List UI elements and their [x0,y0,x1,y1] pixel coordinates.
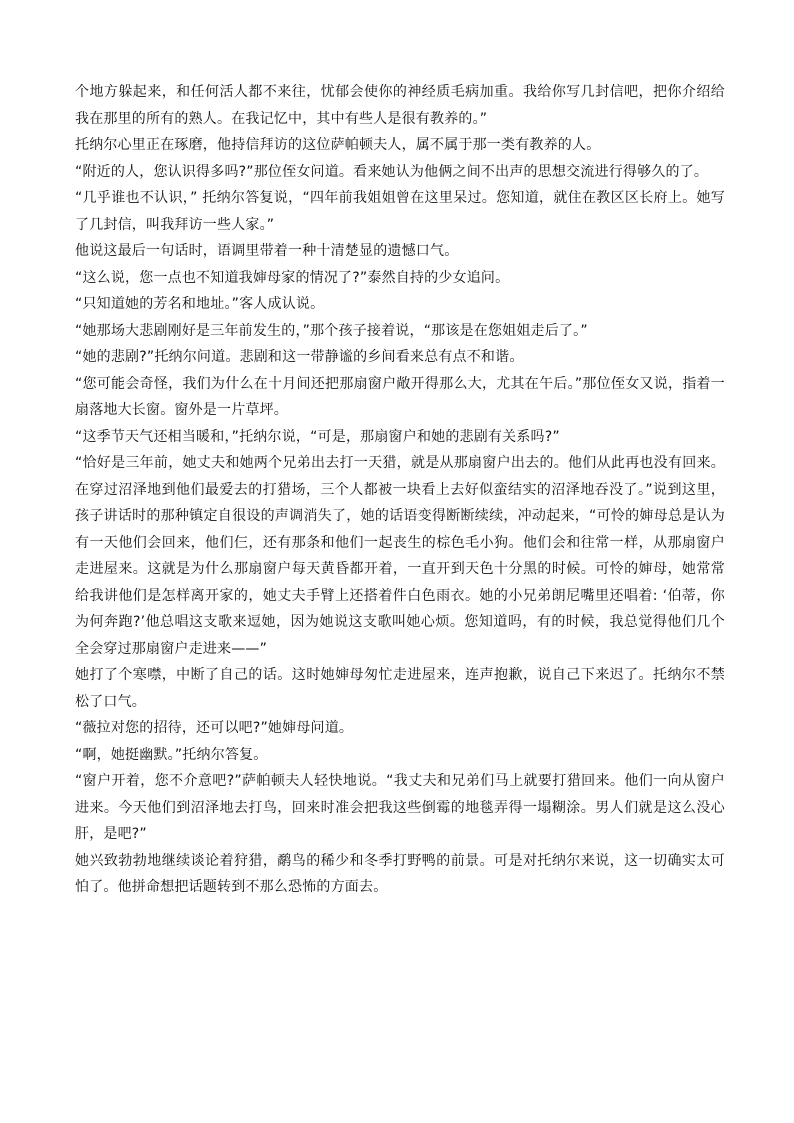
paragraph-14: “薇拉对您的招待，还可以吧?”她婶母问道。 [75,720,354,736]
paragraph-13: 她打了个寒噤，中断了自己的话。这时她婶母匆忙走进屋来，连声抱歉，说自己下来迟了。托纳尔不禁松了口气。 [75,667,725,710]
paragraph-17: 她兴致勃勃地继续谈论着狩猎，鹬鸟的稀少和冬季打野鸭的前景。可是对托纳尔来说，这一切确实太可怕了。他拼命想把话题转到不那么恐怖的方面去。 [75,852,725,895]
paragraph-11: “这季节天气还相当暖和，”托纳尔说，“可是，那扇窗户和她的悲剧有关系吗?” [75,428,560,445]
paragraph-3: “附近的人，您认识得多吗?”那位侄女问道。看来她认为他俩之间不出声的思想交流进行得够久的了。 [75,163,709,180]
paragraph-8: “她那场大悲剧刚好是三年前发生的，”那个孩子接着说，“那该是在您姐姐走后了。” [75,322,588,339]
paragraph-5: 他说这最后一句话时，语调里带着一种十清楚显的遗憾口气。 [75,243,459,259]
paragraph-12: “恰好是三年前，她丈夫和她两个兄弟出去打一天猎，就是从那扇窗户出去的。他们从此再也没有回来。在穿过沼泽地到他们最爱去的打猎场，三个人都被一块看上去好似蛮结实的沼泽地吞没了。”说到这里，孩子讲话时的那种镇定自很设的声调消失了，她的话语变得断断续续，冲动起来，“可怜的婶母总是认为有一天他们会回来，他们仨，还有那条和他们一起丧生的棕色毛小狗。他们会和往常一样，从那扇窗户走进屋来。这就是为什么那扇窗户每天黄昏都开着，一直开到天色十分黑的时候。可怜的婶母，她常常给我讲他们是怎样离开家的，她丈夫手臂上还搭着件白色雨衣。她的小兄弟朗尼嘴里还唱着: ‘伯蒂，你为何奔跑?’他总唱这支歌来逗她，因为她说这支歌叫她心烦。您知道吗，有的时候，我总觉得他们几个全会穿过那扇窗户走进来——” [75,455,725,657]
paragraph-9: “她的悲剧?”托纳尔问道。悲剧和这一带静谧的乡间看来总有点不和谐。 [75,349,524,365]
body-text [75,79,725,901]
paragraph-6: “这么说，您一点也不知道我婶母家的情况了?”泰然自持的少女追问。 [75,269,510,286]
paragraph-7: “只知道她的芳名和地址。”客人成认说。 [75,296,325,312]
paragraph-10: “您可能会奇怪，我们为什么在十月间还把那扇窗户敞开得那么大，尤其在午后。”那位侄女又说，指着一扇落地大长窗。窗外是一片草坪。 [75,375,725,418]
paragraph-16: “窗户开着，您不介意吧?”萨帕顿夫人轻快地说。“我丈夫和兄弟们马上就要打猎回来。他们一向从窗户进来。今天他们到沼泽地去打鸟，回来时准会把我这些倒霉的地毯弄得一塌糊涂。男人们就是这么没心肝，是吧?” [75,773,725,842]
paragraph-2: 托纳尔心里正在琢磨，他持信拜访的这位萨帕顿夫人，属不属于那一类有教养的人。 [75,137,601,153]
paragraph-15: “啊，她挺幽默。”托纳尔答复。 [75,746,268,763]
paragraph-1: 个地方躲起来，和任何活人都不来往，忧郁会使你的神经质毛病加重。我给你写几封信吧，把你介绍给我在那里的所有的熟人。在我记忆中，其中有些人是很有教养的。” [75,84,725,127]
paragraph-4: “几乎谁也不认识，” 托纳尔答复说，“四年前我姐姐曾在这里呆过。您知道，就住在教区区长府上。她写了几封信，叫我拜访一些人家。” [75,190,725,233]
